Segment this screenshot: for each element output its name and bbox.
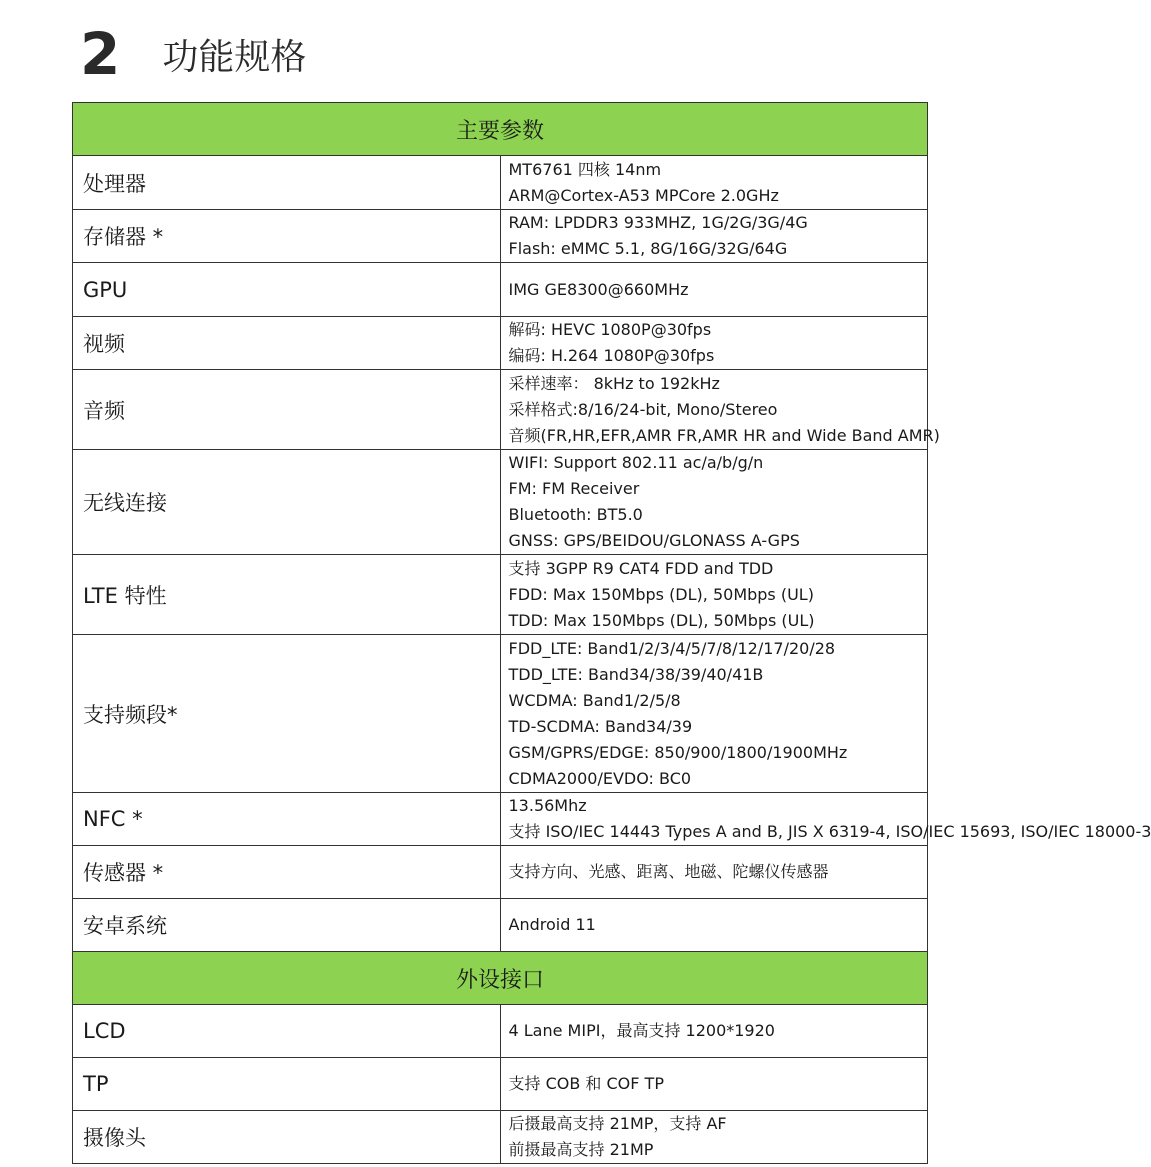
spec-value (500, 635, 928, 793)
spec-value-line: FDD_LTE: Band1/2/3/4/5/7/8/12/17/20/28 (508, 638, 836, 658)
spec-value-line: 前摄最高支持 21MP (508, 1140, 654, 1159)
spec-row (73, 450, 928, 555)
spec-row (73, 156, 928, 210)
spec-value-line: 编码: H.264 1080P@30fps (508, 346, 715, 365)
section-header-row (73, 103, 928, 156)
spec-row (73, 1005, 928, 1058)
spec-value-line: TDD: Max 150Mbps (DL), 50Mbps (UL) (508, 610, 815, 630)
spec-row (73, 1111, 928, 1164)
spec-table (72, 102, 1151, 1164)
spec-value-line: 支持方向、光感、距离、地磁、陀螺仪传感器 (508, 862, 829, 881)
spec-value-line: 支持 COB 和 COF TP (508, 1074, 664, 1093)
spec-value (500, 450, 928, 555)
spec-value-line: GNSS: GPS/BEIDOU/GLONASS A-GPS (508, 531, 800, 550)
spec-value (500, 1005, 928, 1058)
spec-value-line: 后摄最高支持 21MP，支持 AF (508, 1114, 727, 1133)
spec-value (500, 555, 928, 635)
spec-value-line: TD-SCDMA: Band34/39 (508, 716, 693, 736)
spec-value-line: IMG GE8300@660MHz (508, 279, 689, 299)
spec-row (73, 263, 928, 317)
spec-table-body (73, 103, 1151, 1164)
spec-value-line: Android 11 (508, 915, 596, 934)
spec-label: 视频 (73, 317, 501, 370)
spec-label: 存储器 * (73, 210, 501, 263)
spec-value-line: WIFI: Support 802.11 ac/a/b/g/n (508, 453, 764, 472)
spec-label: LTE 特性 (73, 555, 501, 635)
spec-value (500, 210, 928, 263)
spec-row (73, 370, 928, 450)
spec-label: NFC * (73, 793, 501, 846)
spec-label: TP (73, 1058, 501, 1111)
spec-row (73, 793, 928, 846)
spec-row (73, 317, 928, 370)
spec-label: 传感器 * (73, 846, 501, 899)
spec-value (500, 899, 928, 952)
spec-value (500, 1058, 928, 1111)
section-header: 主要参数 (73, 103, 928, 156)
spec-value-line: CDMA2000/EVDO: BC0 (508, 768, 692, 788)
spec-row (73, 210, 928, 263)
spec-value-line: 采样速率： 8kHz to 192kHz (508, 373, 720, 393)
spec-value (500, 263, 928, 317)
spec-value-line: GSM/GPRS/EDGE: 850/900/1800/1900MHz (508, 742, 848, 762)
spec-value-line: RAM: LPDDR3 933MHZ, 1G/2G/3G/4G (508, 213, 808, 232)
spec-row (73, 846, 928, 899)
spec-value-line: 支持 3GPP R9 CAT4 FDD and TDD (508, 558, 774, 578)
spec-value (500, 156, 928, 210)
spec-value-line: 采样格式:8/16/24-bit, Mono/Stereo (508, 399, 778, 419)
spec-label: GPU (73, 263, 501, 317)
spec-value-line: Flash: eMMC 5.1, 8G/16G/32G/64G (508, 239, 788, 258)
spec-value-line: 解码: HEVC 1080P@30fps (508, 320, 712, 339)
spec-value-line: FM: FM Receiver (508, 479, 640, 498)
spec-value (500, 846, 928, 899)
spec-value-line: MT6761 四核 14nm (508, 159, 662, 179)
spec-label: 无线连接 (73, 450, 501, 555)
spec-value-line: 音频(FR,HR,EFR,AMR FR,AMR HR and Wide Band AMR) (508, 425, 940, 445)
spec-label: 支持频段* (73, 635, 501, 793)
spec-value (500, 793, 1151, 846)
section-title: 功能规格 (162, 36, 307, 78)
section-number: 2 (80, 20, 119, 88)
spec-value-line: TDD_LTE: Band34/38/39/40/41B (508, 664, 764, 684)
section-header-row (73, 952, 928, 1005)
spec-value-line: Bluetooth: BT5.0 (508, 505, 643, 524)
spec-value-line: FDD: Max 150Mbps (DL), 50Mbps (UL) (508, 584, 814, 604)
spec-label: 音频 (73, 370, 501, 450)
spec-value-line: 13.56Mhz (508, 796, 587, 815)
spec-value (500, 317, 928, 370)
section-header: 外设接口 (73, 952, 928, 1005)
spec-value-line: WCDMA: Band1/2/5/8 (508, 690, 681, 710)
spec-value-line: 4 Lane MIPI，最高支持 1200*1920 (508, 1021, 775, 1040)
spec-row (73, 899, 928, 952)
spec-row (73, 635, 928, 793)
spec-label: 处理器 (73, 156, 501, 210)
spec-value (500, 370, 940, 450)
spec-label: LCD (73, 1005, 501, 1058)
spec-value-line: ARM@Cortex-A53 MPCore 2.0GHz (508, 185, 779, 205)
spec-label: 安卓系统 (73, 899, 501, 952)
section-heading (80, 22, 306, 86)
spec-value-line: 支持 ISO/IEC 14443 Types A and B, JIS X 6319-4, ISO/IEC 15693, ISO/IEC 18000-3 (508, 822, 1151, 841)
spec-row (73, 555, 928, 635)
spec-value (500, 1111, 928, 1164)
spec-row (73, 1058, 928, 1111)
spec-label: 摄像头 (73, 1111, 501, 1164)
